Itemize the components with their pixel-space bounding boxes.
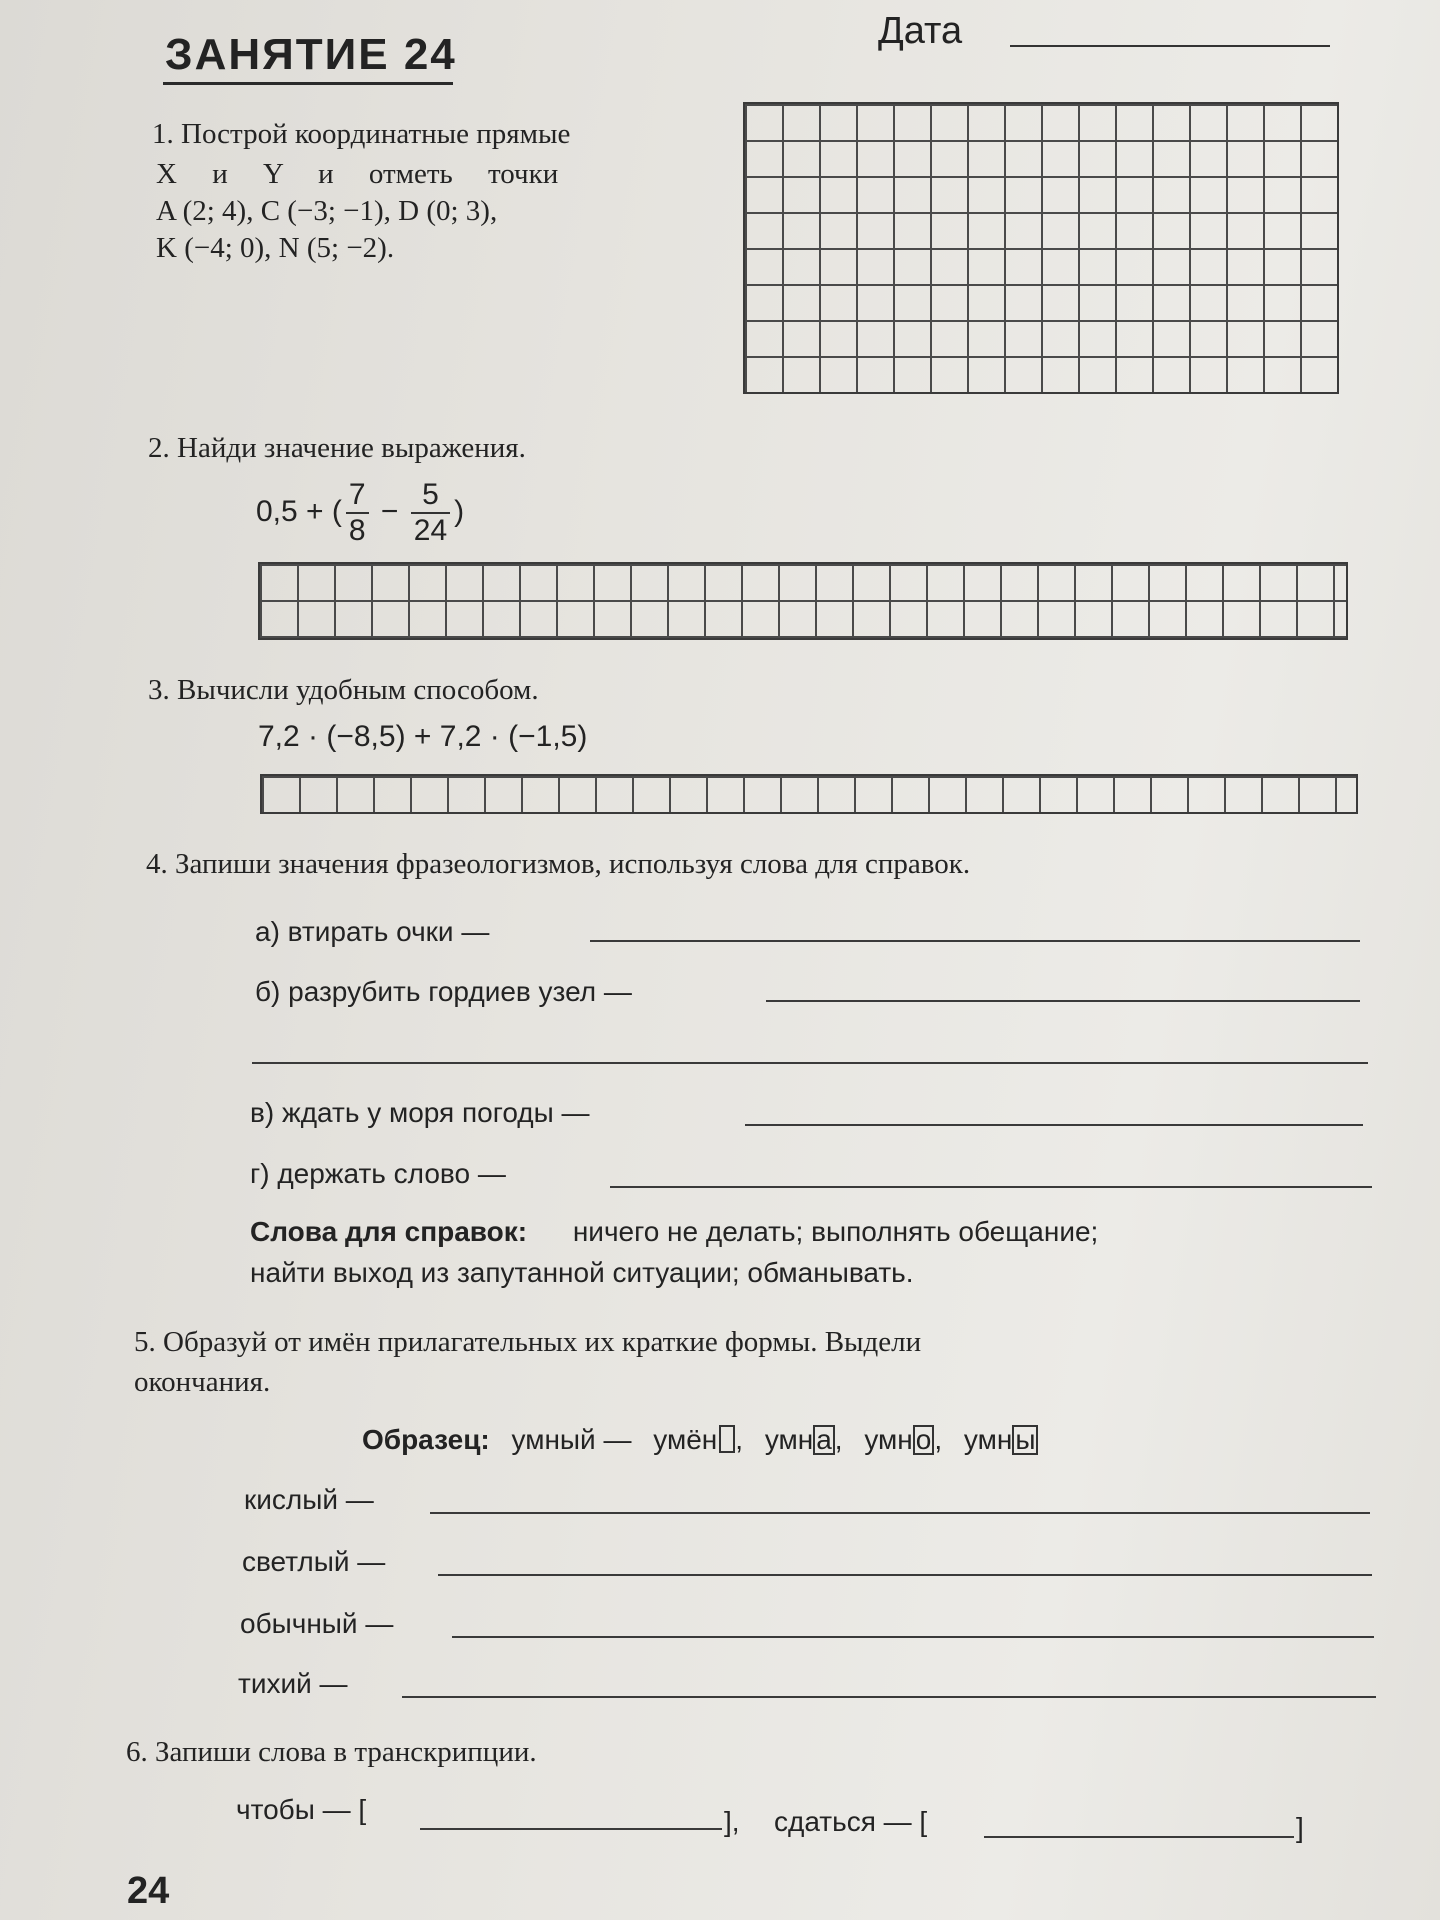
frac2-denominator: 24 xyxy=(413,514,448,547)
transcription-line2[interactable] xyxy=(984,1836,1294,1838)
answer-line-b2[interactable] xyxy=(252,1062,1368,1064)
adjective-kisly: кислый — xyxy=(244,1484,374,1515)
fraction-5-24 xyxy=(411,478,450,548)
fraction-7-8 xyxy=(346,478,369,548)
task1-line1: 1. Построй координатные прямые xyxy=(152,118,571,150)
reference-words-line2: найти выход из запутанной ситуации; обманывать. xyxy=(250,1257,914,1288)
answer-line-kisly[interactable] xyxy=(430,1512,1370,1514)
form-2: умн а , xyxy=(764,1424,843,1455)
bracket-close2: ] xyxy=(1296,1812,1304,1843)
zero-ending-box xyxy=(719,1425,735,1453)
date-label: Дата xyxy=(878,10,963,52)
sample-word: умный — xyxy=(511,1424,632,1455)
frac1-numerator: 7 xyxy=(346,478,369,514)
frac1-denominator: 8 xyxy=(348,514,366,547)
idiom-v: в) ждать у моря погоды — xyxy=(250,1097,590,1128)
idiom-a: а) втирать очки — xyxy=(255,916,490,947)
task3-prompt: 3. Вычисли удобным способом. xyxy=(148,674,539,706)
answer-line-b[interactable] xyxy=(766,1000,1360,1002)
task2-expression xyxy=(256,478,464,548)
transcription-word1: чтобы — [ xyxy=(236,1794,367,1825)
answer-line-a[interactable] xyxy=(590,940,1360,942)
lesson-title: ЗАНЯТИЕ 24 xyxy=(165,30,457,79)
minus-sign: − xyxy=(380,494,399,528)
form-4-ending: ы xyxy=(1012,1425,1038,1455)
answer-grid-task3[interactable] xyxy=(260,774,1358,814)
task6-prompt: 6. Запиши слова в транскрипции. xyxy=(126,1736,537,1768)
reference-label: Слова для справок: xyxy=(250,1216,528,1247)
task2-prompt: 2. Найди значение выражения. xyxy=(148,432,526,464)
form-2-ending: а xyxy=(813,1425,835,1455)
transcription-word2: сдаться — [ xyxy=(774,1806,928,1837)
form-3: умн о , xyxy=(864,1424,943,1455)
form-3-ending: о xyxy=(913,1425,935,1455)
page-number: 24 xyxy=(127,1870,170,1912)
idiom-g: г) держать слово — xyxy=(250,1158,506,1189)
frac2-numerator: 5 xyxy=(411,478,450,514)
reference-text1: ничего не делать; выполнять обещание; xyxy=(572,1216,1099,1247)
form-1: умён , xyxy=(653,1424,744,1455)
form-2-stem: умн xyxy=(764,1424,814,1455)
task1-line3: A (2; 4), C (−3; −1), D (0; 3), xyxy=(156,195,498,227)
expr-end: ) xyxy=(454,494,465,528)
sample-label: Образец: xyxy=(362,1424,490,1455)
coordinate-grid[interactable] xyxy=(743,102,1339,394)
task1-line4: K (−4; 0), N (5; −2). xyxy=(156,232,395,264)
idiom-b: б) разрубить гордиев узел — xyxy=(255,976,632,1007)
task5-prompt-line1: 5. Образуй от имён прилагательных их краткие формы. Выдели xyxy=(134,1326,922,1358)
adjective-svetly: светлый — xyxy=(242,1546,386,1577)
bracket-close1: ], xyxy=(724,1806,740,1837)
form-3-stem: умн xyxy=(864,1424,913,1455)
expr-start: 0,5 + ( xyxy=(256,494,342,528)
answer-grid-task2[interactable] xyxy=(258,562,1348,640)
task5-prompt-line2: окончания. xyxy=(134,1366,271,1398)
answer-line-tikhy[interactable] xyxy=(402,1696,1376,1698)
answer-line-g[interactable] xyxy=(610,1186,1372,1188)
adjective-obychny: обычный — xyxy=(240,1608,394,1639)
form-1-stem: умён xyxy=(653,1424,718,1455)
title-underline xyxy=(163,82,453,85)
adjective-tikhy: тихий — xyxy=(238,1668,348,1699)
transcription-line1[interactable] xyxy=(420,1828,722,1830)
answer-line-v[interactable] xyxy=(745,1124,1363,1126)
date-field[interactable] xyxy=(1010,45,1330,47)
task1-line2: X и Y и отметь точки xyxy=(156,158,559,190)
form-4-stem: умн xyxy=(963,1424,1013,1455)
reference-words-line1 xyxy=(250,1216,1098,1248)
answer-line-obychny[interactable] xyxy=(452,1636,1374,1638)
form-4 xyxy=(964,1424,1039,1455)
task4-prompt: 4. Запиши значения фразеологизмов, используя слова для справок. xyxy=(146,848,971,880)
task3-expression: 7,2 · (−8,5) + 7,2 · (−1,5) xyxy=(258,720,588,753)
answer-line-svetly[interactable] xyxy=(438,1574,1372,1576)
task5-sample xyxy=(362,1424,1038,1456)
